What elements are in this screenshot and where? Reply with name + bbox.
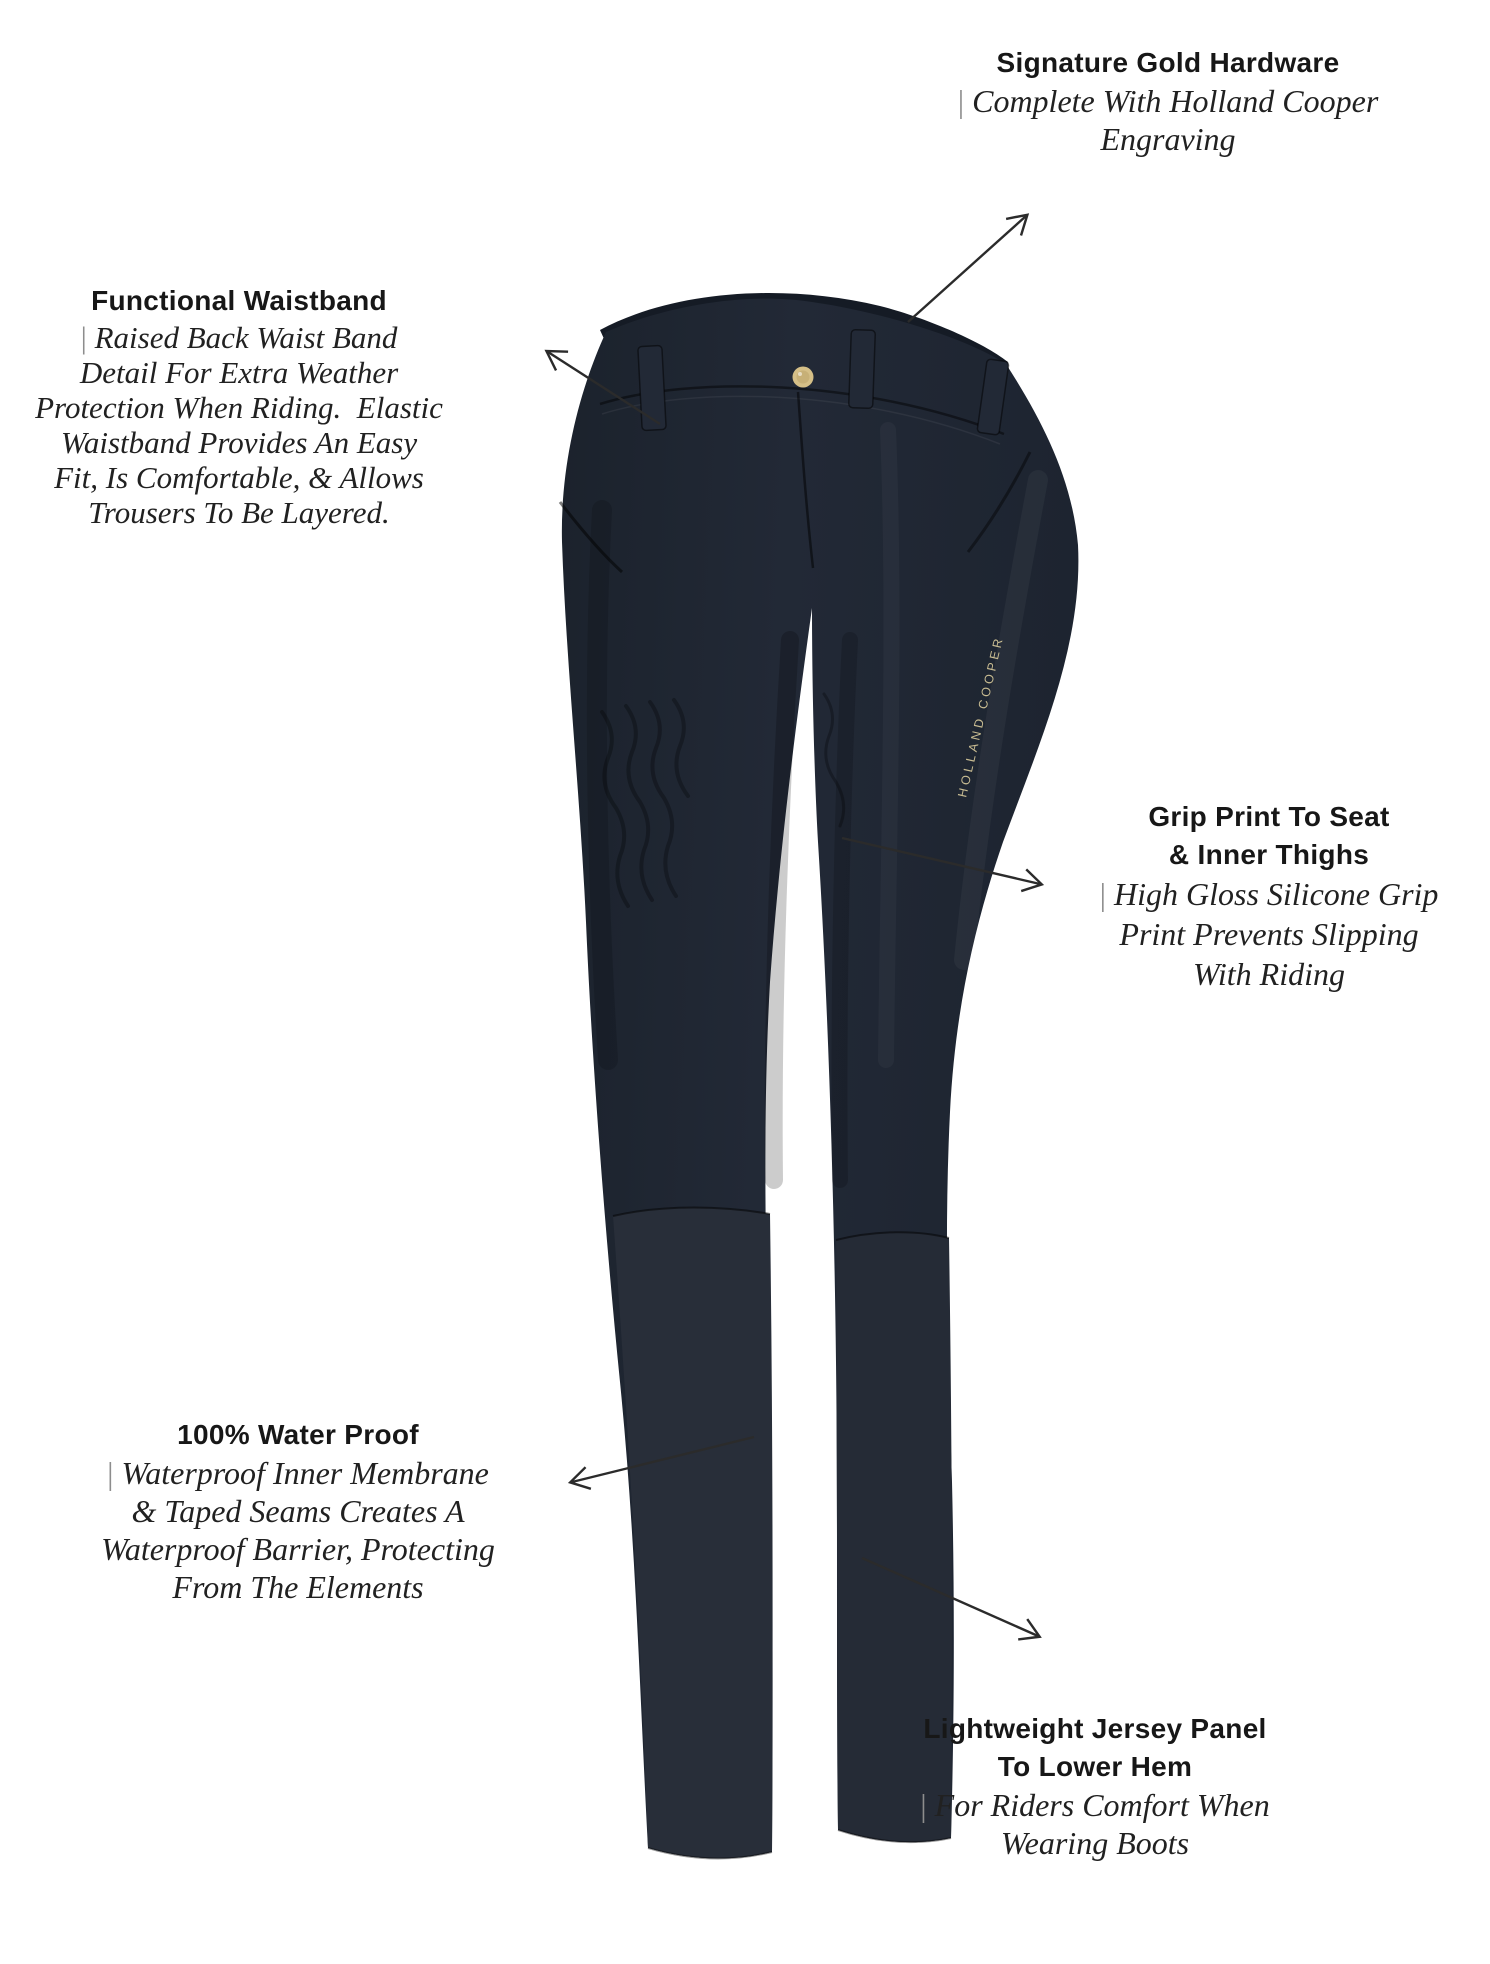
- annotation-title: Lightweight Jersey Panel: [923, 1713, 1267, 1744]
- annotation-title: Signature Gold Hardware: [996, 47, 1340, 78]
- annotation-text: High Gloss Silicone Grip: [1113, 876, 1439, 912]
- annotation-line: [18, 320, 460, 355]
- annotation-text: Raised Back Waist Band: [94, 320, 398, 355]
- annotation-line: Protection When Riding. Elastic: [35, 390, 443, 425]
- divider-bar: |: [80, 320, 87, 355]
- annotation-line: With Riding: [1193, 956, 1345, 992]
- annotation-line: Print Prevents Slipping: [1119, 916, 1419, 952]
- annotation-grip-print: [1048, 798, 1490, 994]
- divider-bar: |: [957, 83, 965, 119]
- annotation-text: Complete With Holland Cooper: [972, 83, 1379, 119]
- annotation-title: To Lower Hem: [997, 1751, 1193, 1782]
- annotation-line: Fit, Is Comfortable, & Allows: [54, 460, 424, 495]
- annotation-title: Grip Print To Seat: [1148, 801, 1390, 832]
- annotation-title: Functional Waistband: [91, 285, 387, 316]
- annotation-line: Waterproof Barrier, Protecting: [101, 1531, 495, 1567]
- annotation-line: [875, 1786, 1315, 1824]
- annotation-title: 100% Water Proof: [177, 1419, 419, 1450]
- annotation-signature-gold-hardware: [948, 44, 1388, 158]
- annotation-line: From The Elements: [172, 1569, 424, 1605]
- brand-logo-vertical: HOLLAND COOPER: [955, 634, 1007, 799]
- annotation-line: Detail For Extra Weather: [79, 355, 399, 390]
- divider-bar: |: [107, 1455, 114, 1491]
- annotation-line: [1048, 874, 1490, 914]
- jersey-panel-left-leg: [613, 1208, 773, 1859]
- divider-bar: |: [920, 1787, 927, 1823]
- annotation-line: & Taped Seams Creates A: [131, 1493, 465, 1529]
- annotation-title: & Inner Thighs: [1168, 839, 1370, 870]
- annotation-line: Engraving: [1100, 121, 1236, 157]
- annotation-text: Waterproof Inner Membrane: [121, 1455, 489, 1491]
- divider-bar: |: [1099, 876, 1106, 912]
- annotation-text: For Riders Comfort When: [934, 1787, 1270, 1823]
- annotation-line: Waistband Provides An Easy: [60, 425, 418, 460]
- annotation-functional-waistband: [18, 282, 460, 530]
- annotation-line: Trousers To Be Layered.: [88, 495, 390, 530]
- gold-button: [793, 367, 814, 388]
- annotation-line: [38, 1454, 558, 1492]
- arrow-signature-gold-hardware: [908, 216, 1026, 322]
- annotation-waterproof: [38, 1416, 558, 1606]
- annotation-line: Wearing Boots: [1000, 1825, 1190, 1861]
- annotation-line: [948, 82, 1388, 120]
- annotation-jersey-panel: [875, 1710, 1315, 1862]
